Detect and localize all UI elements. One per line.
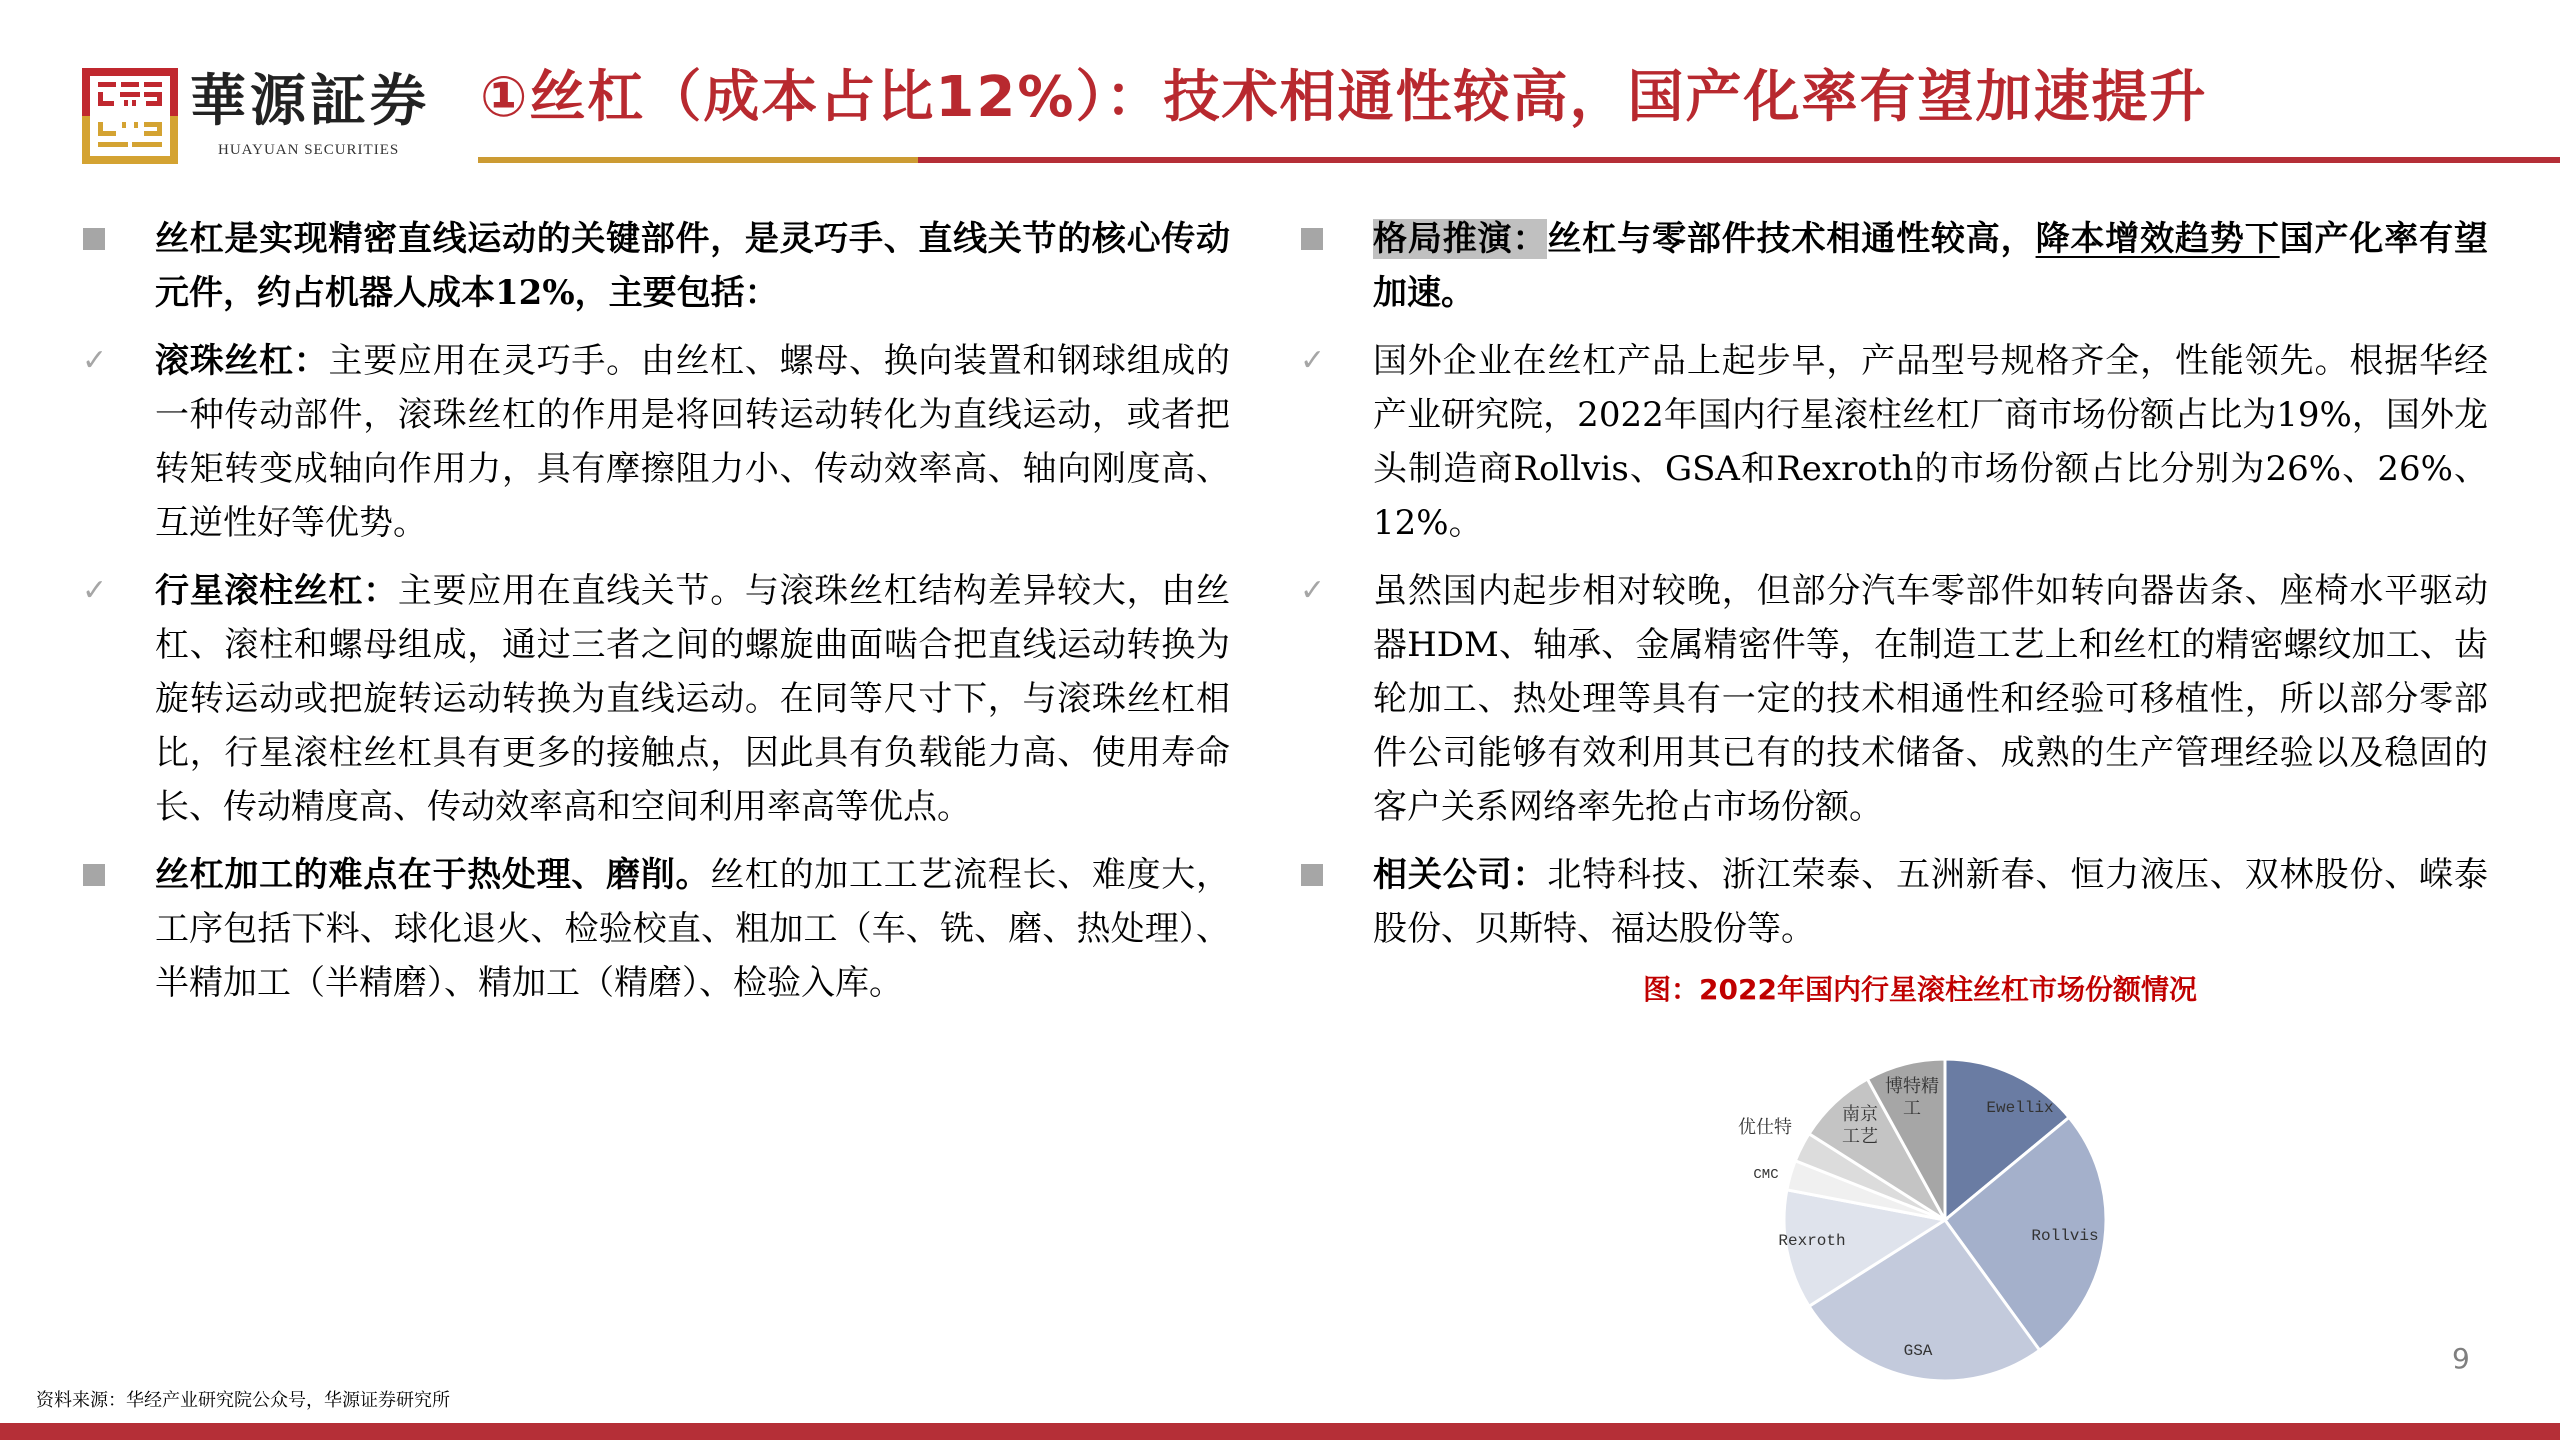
bullet-paragraph <box>80 212 1230 320</box>
paragraph-lead: 相关公司： <box>1373 855 1548 895</box>
square-bullet-icon <box>1301 228 1323 250</box>
pie-slice-label: Rexroth <box>1778 1232 1846 1250</box>
highlighted-lead: 格局推演： <box>1373 219 1548 259</box>
left-column <box>80 212 1230 1024</box>
paragraph-text: 北特科技、浙江荣泰、五洲新春、恒力液压、双林股份、嵘泰股份、贝斯特、福达股份等。 <box>1373 855 2489 949</box>
square-bullet-icon <box>83 228 105 250</box>
paragraph-text: 国外企业在丝杠产品上起步早，产品型号规格齐全，性能领先。根据华经产业研究院，2022年国内行星滚柱丝杠厂商市场份额占比为19%，国外龙头制造商Rollvis、GSA和Rexroth的市场份额占比分别为26%、26%、12%。 <box>1373 341 2488 543</box>
page-number: 9 <box>2452 1342 2470 1375</box>
brand-name: 華源証券 <box>190 68 430 134</box>
title-divider-red <box>918 157 2560 163</box>
bullet-paragraph <box>80 564 1230 834</box>
paragraph-bold-text: 国产化率有望加速。 <box>1373 219 2489 313</box>
check-bullet-icon: ✓ <box>82 573 108 608</box>
square-bullet-icon <box>1301 864 1323 886</box>
pie-slice-label: 博特精工 <box>1885 1076 1939 1119</box>
pie-slice-label: Rollvis <box>2031 1227 2099 1245</box>
pie-slice-label: CMC <box>1753 1167 1779 1183</box>
paragraph-text: 虽然国内起步相对较晚，但部分汽车零部件如转向器齿条、座椅水平驱动器HDM、轴承、金属精密件等，在制造工艺上和丝杠的精密螺纹加工、齿轮加工、热处理等具有一定的技术相通性和经验可移植性，所以部分零部件公司能够有效利用其已有的技术储备、成熟的生产管理经验以及稳固的客户关系网络率先抢占市场份额。 <box>1373 571 2488 827</box>
footer-bar <box>0 1423 2560 1440</box>
paragraph-bold-text: 丝杠与零部件技术相通性较高， <box>1547 219 2036 259</box>
paragraph-text: 主要应用在直线关节。与滚珠丝杠结构差异较大，由丝杠、滚柱和螺母组成，通过三者之间的螺旋曲面啮合把直线运动转换为旋转运动或把旋转运动转换为直线运动。在同等尺寸下，与滚珠丝杠相比，行星滚柱丝杠具有更多的接触点，因此具有负载能力高、使用寿命长、传动精度高、传动效率高和空间利用率高等优点。 <box>155 571 1231 827</box>
huayuan-logo-icon <box>82 68 178 164</box>
underlined-text: 降本增效趋势下 <box>2035 219 2280 259</box>
paragraph-lead: 滚珠丝杠： <box>155 341 329 381</box>
check-bullet-icon: ✓ <box>1300 573 1326 608</box>
pie-slice-label: Ewellix <box>1986 1099 2054 1117</box>
page-title: ①丝杠（成本占比12%）：技术相通性较高，国产化率有望加速提升 <box>480 65 2208 130</box>
bullet-paragraph <box>1298 564 2488 834</box>
bullet-paragraph <box>1298 848 2488 956</box>
paragraph-lead: 丝杠加工的难点在于热处理、磨削。 <box>155 855 711 895</box>
square-bullet-icon <box>83 864 105 886</box>
bullet-paragraph <box>80 334 1230 550</box>
source-note: 资料来源：华经产业研究院公众号，华源证券研究所 <box>36 1390 450 1411</box>
market-share-pie-chart <box>1700 1040 2150 1400</box>
paragraph-text: 主要应用在灵巧手。由丝杠、螺母、换向装置和钢球组成的一种传动部件，滚珠丝杠的作用是将回转运动转化为直线运动，或者把转矩转变成轴向作用力，具有摩擦阻力小、传动效率高、轴向刚度高、互逆性好等优势。 <box>155 341 1230 543</box>
pie-slice-label: 优仕特 <box>1738 1117 1792 1138</box>
pie-slice-label: GSA <box>1903 1342 1933 1360</box>
bullet-paragraph <box>1298 212 2488 320</box>
check-bullet-icon: ✓ <box>1300 343 1326 378</box>
brand-name-en: HUAYUAN SECURITIES <box>218 142 400 158</box>
check-bullet-icon: ✓ <box>82 343 108 378</box>
paragraph-lead: 行星滚柱丝杠： <box>155 571 398 611</box>
figure-caption: 图：2022年国内行星滚柱丝杠市场份额情况 <box>1643 973 2197 1006</box>
right-column <box>1298 212 2488 970</box>
paragraph-text: 丝杠的加工工艺流程长、难度大，工序包括下料、球化退火、检验校直、粗加工（车、铣、磨、热处理）、半精加工（半精磨）、精加工（精磨）、检验入库。 <box>155 855 1231 1003</box>
title-divider-gold <box>478 157 918 163</box>
pie-slice-label: 南京工艺 <box>1842 1104 1878 1147</box>
bullet-paragraph <box>80 848 1230 1010</box>
paragraph-bold-text: 丝杠是实现精密直线运动的关键部件，是灵巧手、直线关节的核心传动元件，约占机器人成本12%，主要包括： <box>155 219 1230 313</box>
bullet-paragraph <box>1298 334 2488 550</box>
